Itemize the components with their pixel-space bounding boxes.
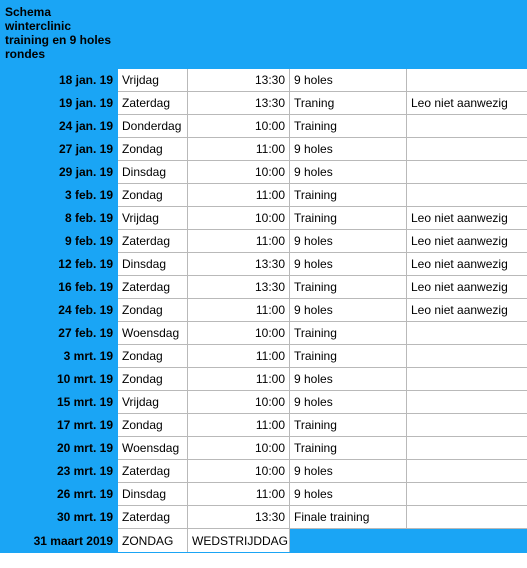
day-cell[interactable]: Zaterdag <box>118 92 188 115</box>
time-cell[interactable]: 10:00 <box>188 322 290 345</box>
day-cell[interactable]: Zondag <box>118 299 188 322</box>
table-row <box>1 184 527 207</box>
day-cell[interactable]: Dinsdag <box>118 483 188 506</box>
table-row <box>1 115 527 138</box>
time-cell[interactable]: 13:30 <box>188 276 290 299</box>
activity-cell[interactable]: 9 holes <box>290 460 407 483</box>
date-cell[interactable]: 3 mrt. 19 <box>1 345 118 368</box>
time-cell[interactable]: 11:00 <box>188 368 290 391</box>
activity-cell[interactable]: 9 holes <box>290 368 407 391</box>
table-row <box>1 276 527 299</box>
time-cell[interactable]: 10:00 <box>188 115 290 138</box>
note-cell[interactable]: Leo niet aanwezig <box>407 299 527 322</box>
table-row <box>1 437 527 460</box>
day-cell[interactable]: Vrijdag <box>118 207 188 230</box>
time-cell[interactable]: 11:00 <box>188 414 290 437</box>
activity-cell[interactable]: 9 holes <box>290 299 407 322</box>
activity-cell[interactable]: Training <box>290 184 407 207</box>
table-row <box>1 368 527 391</box>
table-row <box>1 138 527 161</box>
activity-cell[interactable]: Finale training <box>290 506 407 529</box>
table-row <box>1 92 527 115</box>
day-cell[interactable]: Donderdag <box>118 115 188 138</box>
activity-cell[interactable]: 9 holes <box>290 138 407 161</box>
table-row <box>1 299 527 322</box>
header-cell-time[interactable] <box>188 1 290 69</box>
date-cell[interactable]: 26 mrt. 19 <box>1 483 118 506</box>
table-row <box>1 483 527 506</box>
day-cell[interactable]: Zondag <box>118 414 188 437</box>
note-cell[interactable] <box>407 437 527 460</box>
table-row <box>1 69 527 92</box>
activity-cell[interactable]: Training <box>290 322 407 345</box>
day-cell[interactable]: Woensdag <box>118 437 188 460</box>
table-row <box>1 345 527 368</box>
final-event-cell[interactable]: WEDSTRIJDDAG <box>188 529 290 553</box>
date-cell[interactable]: 9 feb. 19 <box>1 230 118 253</box>
date-cell[interactable]: 27 feb. 19 <box>1 322 118 345</box>
note-cell[interactable] <box>407 506 527 529</box>
day-cell[interactable]: Woensdag <box>118 322 188 345</box>
note-cell[interactable] <box>407 368 527 391</box>
date-cell[interactable]: 16 feb. 19 <box>1 276 118 299</box>
time-cell[interactable]: 10:00 <box>188 161 290 184</box>
note-cell[interactable] <box>407 115 527 138</box>
time-cell[interactable]: 13:30 <box>188 506 290 529</box>
table-row <box>1 322 527 345</box>
date-cell[interactable]: 29 jan. 19 <box>1 161 118 184</box>
activity-cell[interactable]: 9 holes <box>290 161 407 184</box>
activity-cell[interactable]: Training <box>290 414 407 437</box>
date-cell[interactable]: 19 jan. 19 <box>1 92 118 115</box>
table-row <box>1 253 527 276</box>
time-cell[interactable]: 10:00 <box>188 207 290 230</box>
table-row <box>1 460 527 483</box>
activity-cell[interactable]: 9 holes <box>290 230 407 253</box>
header-row <box>1 1 527 69</box>
date-cell[interactable]: 30 mrt. 19 <box>1 506 118 529</box>
activity-cell[interactable]: Training <box>290 207 407 230</box>
activity-cell[interactable]: Training <box>290 345 407 368</box>
activity-cell[interactable]: 9 holes <box>290 391 407 414</box>
date-cell[interactable]: 23 mrt. 19 <box>1 460 118 483</box>
day-cell[interactable]: Dinsdag <box>118 253 188 276</box>
note-cell[interactable] <box>407 322 527 345</box>
day-cell[interactable]: Vrijdag <box>118 391 188 414</box>
date-cell[interactable]: 27 jan. 19 <box>1 138 118 161</box>
time-cell[interactable]: 11:00 <box>188 138 290 161</box>
activity-cell[interactable]: Traning <box>290 92 407 115</box>
table-row <box>1 207 527 230</box>
table-row <box>1 414 527 437</box>
activity-cell[interactable]: Training <box>290 276 407 299</box>
activity-cell[interactable]: 9 holes <box>290 483 407 506</box>
time-cell[interactable]: 11:00 <box>188 299 290 322</box>
schedule-title[interactable]: Schema winterclinic training en 9 holes rondes <box>1 1 118 69</box>
day-cell[interactable]: Zaterdag <box>118 276 188 299</box>
final-empty-cell[interactable] <box>290 529 407 553</box>
header-cell-note[interactable] <box>407 1 527 69</box>
activity-cell[interactable]: 9 holes <box>290 69 407 92</box>
note-cell[interactable]: Leo niet aanwezig <box>407 230 527 253</box>
time-cell[interactable]: 10:00 <box>188 437 290 460</box>
time-cell[interactable]: 10:00 <box>188 460 290 483</box>
note-cell[interactable]: Leo niet aanwezig <box>407 207 527 230</box>
time-cell[interactable]: 11:00 <box>188 230 290 253</box>
table-row <box>1 506 527 529</box>
note-cell[interactable] <box>407 414 527 437</box>
time-cell[interactable]: 10:00 <box>188 391 290 414</box>
note-cell[interactable]: Leo niet aanwezig <box>407 276 527 299</box>
activity-cell[interactable]: 9 holes <box>290 253 407 276</box>
table-row <box>1 391 527 414</box>
date-cell[interactable]: 15 mrt. 19 <box>1 391 118 414</box>
time-cell[interactable]: 13:30 <box>188 92 290 115</box>
day-cell[interactable]: Zondag <box>118 184 188 207</box>
day-cell[interactable]: Dinsdag <box>118 161 188 184</box>
date-cell[interactable]: 24 feb. 19 <box>1 299 118 322</box>
header-cell-day[interactable] <box>118 1 188 69</box>
activity-cell[interactable]: Training <box>290 437 407 460</box>
day-cell[interactable]: Zondag <box>118 368 188 391</box>
final-date-cell[interactable]: 31 maart 2019 <box>1 529 118 553</box>
date-cell[interactable]: 10 mrt. 19 <box>1 368 118 391</box>
note-cell[interactable] <box>407 161 527 184</box>
date-cell[interactable]: 8 feb. 19 <box>1 207 118 230</box>
final-day-cell[interactable]: ZONDAG <box>118 529 188 553</box>
time-cell[interactable]: 11:00 <box>188 483 290 506</box>
note-cell[interactable]: Leo niet aanwezig <box>407 253 527 276</box>
date-cell[interactable]: 18 jan. 19 <box>1 69 118 92</box>
time-cell[interactable]: 13:30 <box>188 69 290 92</box>
day-cell[interactable]: Zondag <box>118 138 188 161</box>
note-cell[interactable] <box>407 69 527 92</box>
activity-cell[interactable]: Training <box>290 115 407 138</box>
note-cell[interactable] <box>407 483 527 506</box>
final-empty-cell[interactable] <box>407 529 527 553</box>
day-cell[interactable]: Zaterdag <box>118 230 188 253</box>
note-cell[interactable] <box>407 460 527 483</box>
date-cell[interactable]: 24 jan. 19 <box>1 115 118 138</box>
note-cell[interactable] <box>407 184 527 207</box>
day-cell[interactable]: Vrijdag <box>118 69 188 92</box>
date-cell[interactable]: 12 feb. 19 <box>1 253 118 276</box>
time-cell[interactable]: 11:00 <box>188 184 290 207</box>
time-cell[interactable]: 13:30 <box>188 253 290 276</box>
day-cell[interactable]: Zaterdag <box>118 460 188 483</box>
time-cell[interactable]: 11:00 <box>188 345 290 368</box>
note-cell[interactable] <box>407 345 527 368</box>
table-row <box>1 161 527 184</box>
date-cell[interactable]: 20 mrt. 19 <box>1 437 118 460</box>
date-cell[interactable]: 17 mrt. 19 <box>1 414 118 437</box>
note-cell[interactable] <box>407 391 527 414</box>
final-row <box>1 529 527 553</box>
day-cell[interactable]: Zaterdag <box>118 506 188 529</box>
table-row <box>1 230 527 253</box>
note-cell[interactable]: Leo niet aanwezig <box>407 92 527 115</box>
header-cell-activity[interactable] <box>290 1 407 69</box>
date-cell[interactable]: 3 feb. 19 <box>1 184 118 207</box>
day-cell[interactable]: Zondag <box>118 345 188 368</box>
note-cell[interactable] <box>407 138 527 161</box>
